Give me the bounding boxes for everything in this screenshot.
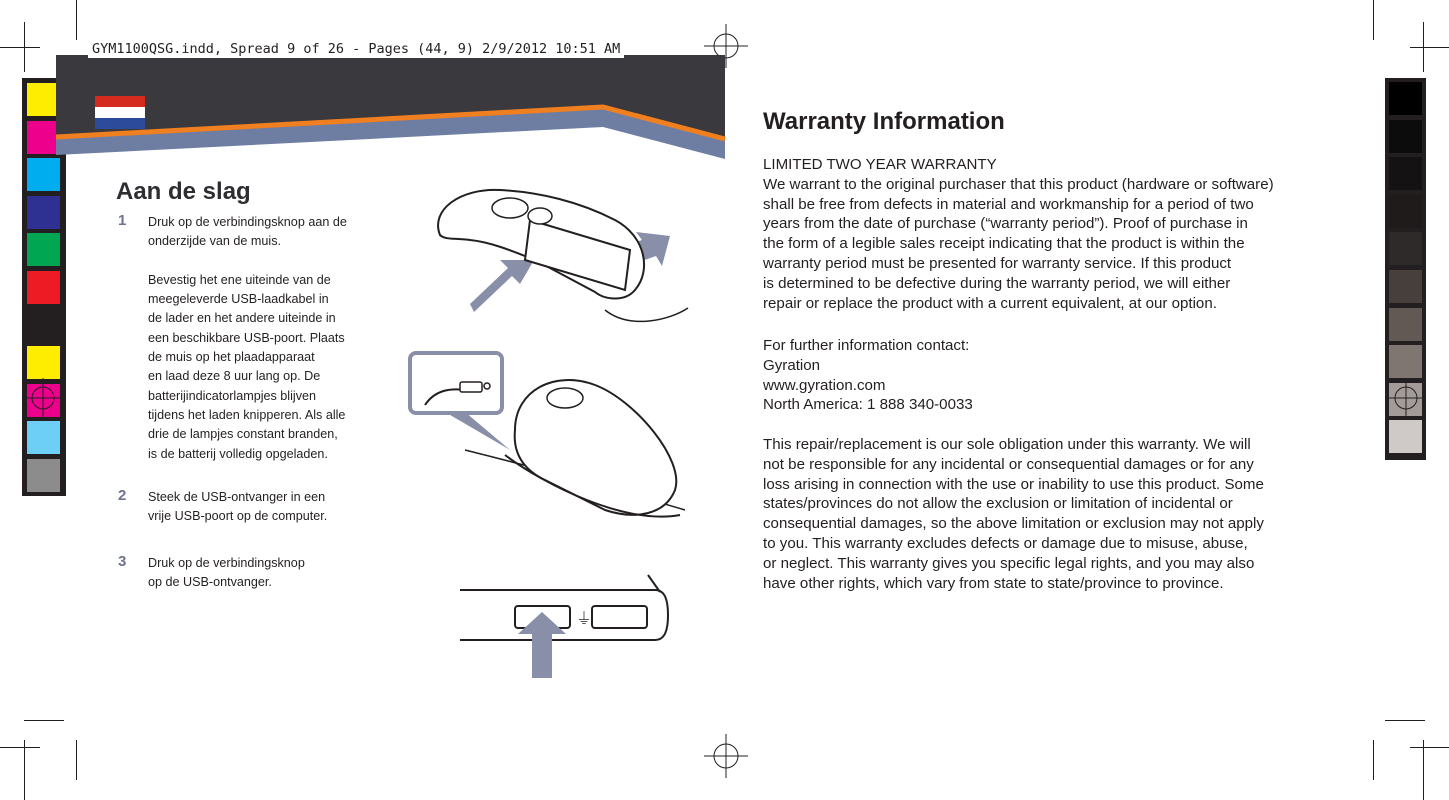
gray-swatch <box>1389 157 1422 190</box>
step-text: Steek de USB-ontvanger in een vrije USB-poort op de computer. <box>148 490 328 524</box>
registration-mark-bottom <box>704 734 748 778</box>
step-text: Druk op de verbindingsknop aan de onderzijde van de muis. Bevestig het ene uiteinde van de meegeleverde USB-laadkabel in de lader en het andere uiteinde in een beschikbare USB-poort. Plaats de muis op het plaadapparaat en laad deze 8 uur lang op. De batterijindicatorlampjes blijven tijdens het laden knipperen. Als alle drie de lampjes constant branden, is de batterij volledig opgeladen. <box>148 215 347 461</box>
mouse-charging-illustration <box>405 350 695 535</box>
crop-mark <box>24 740 25 800</box>
right-page-title: Warranty Information <box>763 108 1005 135</box>
liability-paragraph: This repair/replacement is our sole obligation under this warranty. We will not be responsible for any incidental or consequential damages or for any loss arising in connection with the use or inability to use this product. Some states/provinces do not allow the exclusion or limitation of incidental or consequential damages, so the above limitation or exclusion may not apply to you. This warranty excludes defects or damage due to misuse, abuse, or neglect. This warranty gives you specific legal rights, and you may also have other rights, which vary from state to state/province to province. <box>763 436 1264 592</box>
crop-mark <box>1373 740 1374 780</box>
crop-mark <box>1423 740 1424 800</box>
crop-mark <box>24 22 25 72</box>
svg-text:⏚: ⏚ <box>576 609 593 628</box>
gray-swatch <box>1389 308 1422 341</box>
contact-paragraph: For further information contact: Gyration www.gyration.com North America: 1 888 340-0033 <box>763 337 973 414</box>
registration-mark-right <box>1386 378 1426 418</box>
warranty-paragraph: LIMITED TWO YEAR WARRANTY We warrant to the original purchaser that this product (hardware or software) shall be free from defects in material and workmanship for a period of two years from the date of purchase (“warranty period”). Proof of purchase in the form of a legible sales receipt indicating that the product is within the warranty period must be presented for warranty service. If this product is determined to be defective during the warranty period, we will either repair or replace the product with a current equivalent, at our option. <box>763 156 1274 312</box>
header-band <box>56 55 726 165</box>
left-page-title: Aan de slag <box>116 178 251 205</box>
step-number: 1 <box>118 212 127 229</box>
color-swatch <box>27 233 60 266</box>
netherlands-flag <box>95 96 145 129</box>
gray-swatch <box>1389 82 1422 115</box>
crop-mark <box>0 747 40 748</box>
color-swatch <box>27 196 60 229</box>
gray-swatch <box>1389 195 1422 228</box>
crop-mark <box>76 740 77 780</box>
color-swatch <box>27 271 60 304</box>
crop-mark <box>1410 47 1449 48</box>
crop-mark <box>1373 0 1374 40</box>
gray-swatch <box>1389 345 1422 378</box>
color-swatch <box>27 346 60 379</box>
mouse-connect-button-illustration <box>430 180 700 340</box>
crop-mark <box>1423 22 1424 72</box>
registration-mark-left <box>23 378 63 418</box>
crop-mark <box>76 0 77 40</box>
step-text: Druk op de verbindingsknop op de USB-ontvanger. <box>148 556 305 590</box>
step-number: 3 <box>118 553 127 570</box>
crop-mark <box>24 720 64 721</box>
crop-mark <box>0 47 40 48</box>
slug-line: GYM1100QSG.indd, Spread 9 of 26 - Pages (44, 9) 2/9/2012 10:51 AM <box>88 40 624 58</box>
usb-receiver-illustration <box>460 570 675 680</box>
color-swatch <box>27 459 60 492</box>
gray-swatch <box>1389 232 1422 265</box>
color-swatch <box>27 421 60 454</box>
gray-swatch <box>1389 270 1422 303</box>
color-swatch <box>27 309 60 342</box>
gray-swatch <box>1389 120 1422 153</box>
gray-swatch <box>1389 420 1422 453</box>
step-number: 2 <box>118 487 127 504</box>
crop-mark <box>1385 720 1425 721</box>
crop-mark <box>1410 747 1449 748</box>
